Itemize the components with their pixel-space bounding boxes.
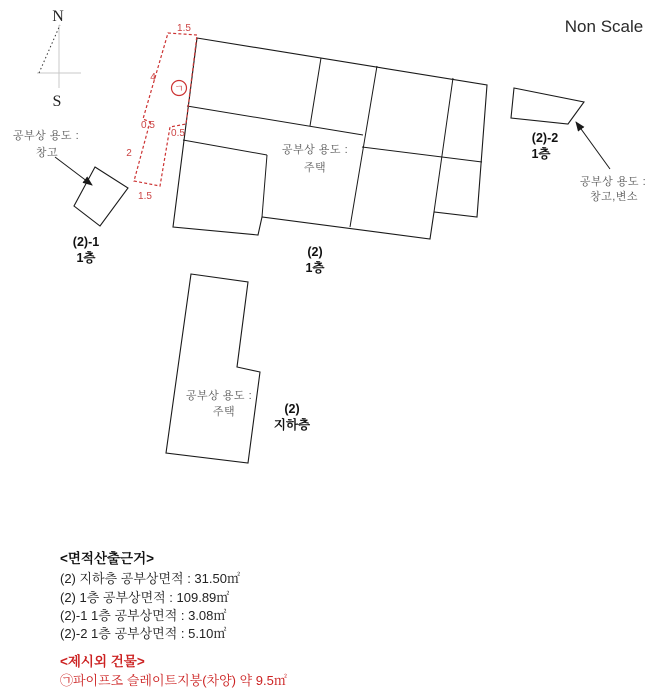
annex-dim-bottom: 1.5 xyxy=(138,191,152,202)
building-2-1-pointer-arrow xyxy=(55,157,92,185)
annex-dim-step-right: 0.5 xyxy=(171,128,185,139)
building-main-partition-5 xyxy=(362,147,482,162)
building-main-floor-label: 1층 xyxy=(305,261,325,275)
building-basement-floor-label: 지하층 xyxy=(273,418,311,432)
annex-dim-left: 4 xyxy=(150,72,156,83)
extra-building-header: <제시외 건물> xyxy=(60,654,145,669)
building-2-2-id-label: (2)-2 xyxy=(531,131,559,145)
building-main-use-label-line1: 공부상 용도 : xyxy=(281,144,349,156)
building-basement-outline xyxy=(166,274,260,463)
extra-building-line: ㉠파이프조 슬레이트지붕(차양) 약 9.5㎡ xyxy=(60,673,287,688)
building-2-2-use-label-line2: 창고,변소 xyxy=(589,191,639,203)
building-main-partition-2 xyxy=(350,66,377,227)
area-note-basement: (2) 지하층 공부상면적 : 31.50㎡ xyxy=(60,571,240,586)
annex-canopy xyxy=(126,23,197,202)
building-2-1-outline xyxy=(74,167,128,226)
building-2-1-use-label-line2: 창고 xyxy=(35,147,59,159)
area-note-2-2: (2)-2 1층 공부상면적 : 5.10㎡ xyxy=(60,626,227,641)
annex-dim-step-left: 0.5 xyxy=(141,120,155,131)
non-scale-label: Non Scale xyxy=(564,17,644,36)
building-basement-id-label: (2) xyxy=(284,402,300,416)
building-2-2-pointer-arrow xyxy=(576,122,610,169)
building-main-partition-3 xyxy=(434,78,453,212)
annex-mark-letter: ㄱ xyxy=(174,84,184,95)
building-2-1-use-label-line1: 공부상 용도 : xyxy=(12,130,80,142)
building-2-2-outline xyxy=(511,88,584,124)
building-2-1-floor-label: 1층 xyxy=(76,251,96,265)
area-note-first-floor: (2) 1층 공부상면적 : 109.89㎡ xyxy=(60,590,230,605)
area-note-2-1: (2)-1 1층 공부상면적 : 3.08㎡ xyxy=(60,608,227,623)
building-main-partition-1 xyxy=(310,58,321,126)
building-basement-use-label-line1: 공부상 용도 : xyxy=(185,390,253,402)
area-notes-header: <면적산출근거> xyxy=(60,551,155,566)
compass-needle-line xyxy=(39,25,60,73)
compass-south-label: S xyxy=(52,93,62,110)
building-2-1-id-label: (2)-1 xyxy=(72,235,100,249)
building-main-use-label-line2: 주택 xyxy=(303,162,327,174)
building-main-partition-4 xyxy=(187,106,363,135)
compass xyxy=(37,8,81,110)
building-2-2-floor-label: 1층 xyxy=(531,147,551,161)
building-main-outer-wall xyxy=(173,38,487,239)
building-2-2-use-label-line1: 공부상 용도 : xyxy=(579,176,647,188)
building-main-id-label: (2) xyxy=(307,245,323,259)
annex-dim-top: 1.5 xyxy=(177,23,191,34)
compass-north-label: N xyxy=(52,8,64,25)
area-notes-block xyxy=(60,550,287,688)
annex-canopy-outline xyxy=(134,33,197,186)
building-main-partition-6 xyxy=(183,140,267,155)
building-main-outline xyxy=(173,38,487,239)
annex-dim-lower-left: 2 xyxy=(126,148,132,159)
building-main-partition-7 xyxy=(262,155,267,217)
building-basement-use-label-line2: 주택 xyxy=(212,406,236,418)
